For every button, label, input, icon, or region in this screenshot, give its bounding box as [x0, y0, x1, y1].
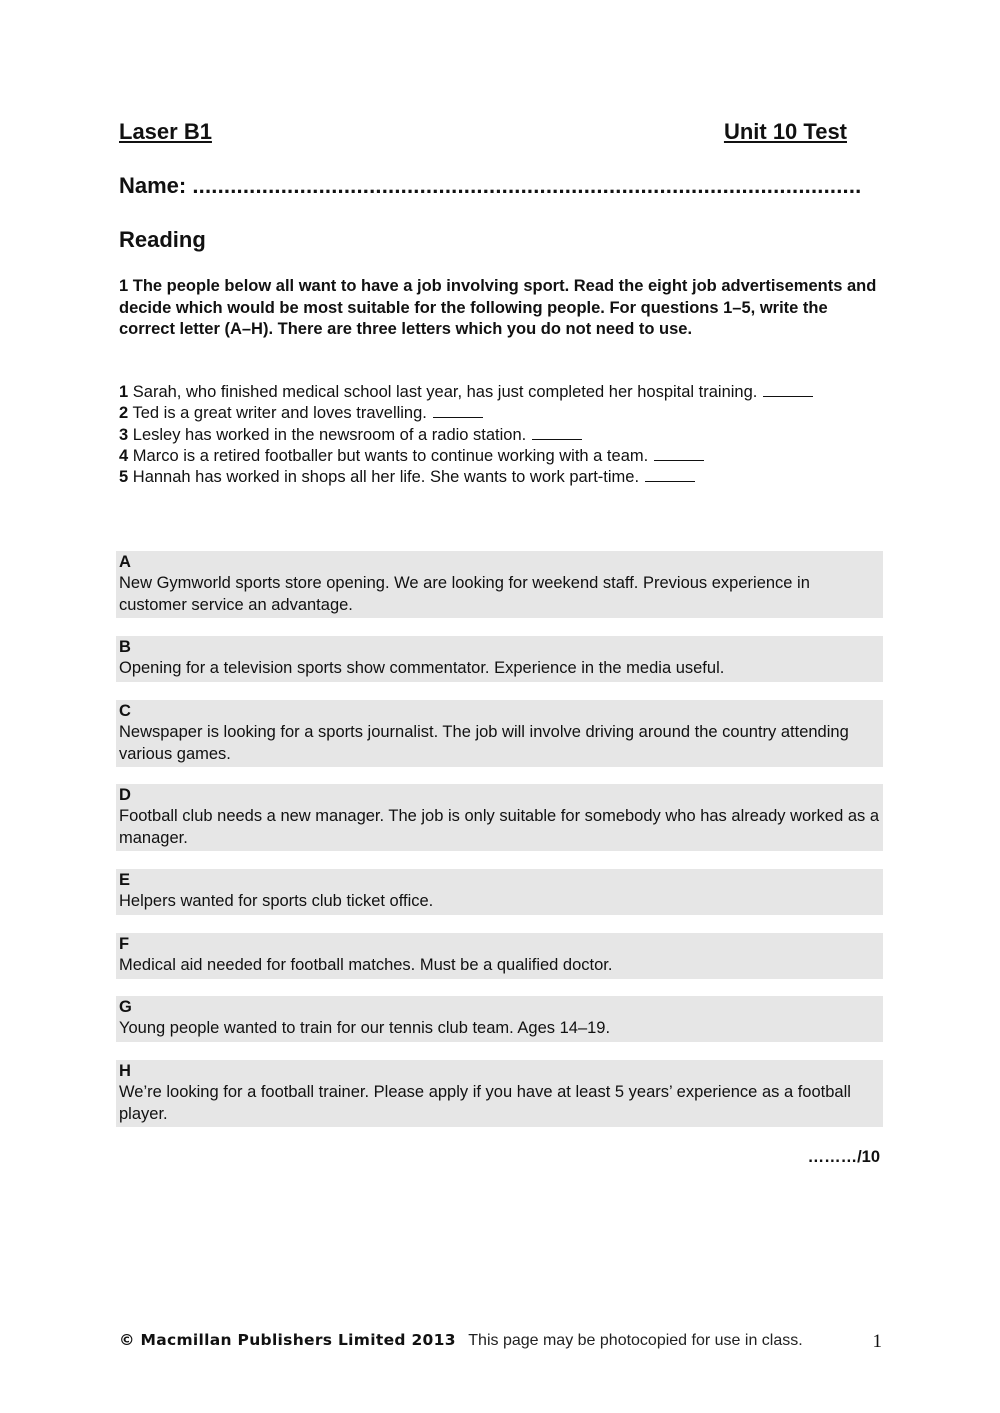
ad-e: [116, 869, 883, 915]
page-number: 1: [872, 1331, 882, 1352]
ad-a: [116, 551, 883, 618]
ad-letter: C: [119, 702, 131, 720]
name-label: Name:: [119, 173, 187, 198]
question-text: Lesley has worked in the newsroom of a radio station.: [132, 425, 527, 444]
ad-letter: B: [119, 638, 131, 656]
ad-letter: A: [119, 553, 131, 571]
answer-blank[interactable]: [645, 467, 695, 482]
answer-blank[interactable]: [433, 403, 483, 418]
question-number: 2: [119, 404, 129, 423]
ad-text: Young people wanted to train for our tennis club team. Ages 14–19.: [119, 1019, 611, 1038]
question-number: 1: [119, 383, 129, 401]
ad-letter: E: [119, 871, 131, 889]
ad-h: [116, 1060, 883, 1127]
footer: [119, 1331, 882, 1355]
question-text: Ted is a great writer and loves travelling.: [132, 404, 427, 423]
question-text: Hannah has worked in shops all her life. She wants to work part-time.: [132, 468, 640, 487]
question-3: [119, 425, 879, 446]
question-5: [119, 467, 879, 488]
course-title: Laser B1: [119, 119, 212, 144]
unit-title: Unit 10 Test: [723, 119, 847, 144]
name-dots: ..........................................................................................................: [192, 173, 862, 198]
photocopy-note: This page may be photocopied for use in class.: [468, 1332, 803, 1349]
ad-f: [116, 933, 883, 979]
ad-text: Opening for a television sports show commentator. Experience in the media useful.: [119, 659, 725, 678]
question-2: [119, 403, 879, 424]
score-field[interactable]: ………/10: [807, 1148, 880, 1166]
ad-text: Newspaper is looking for a sports journalist. The job will involve driving around the country attending various games.: [119, 723, 849, 763]
question-number: 4: [119, 446, 129, 465]
copyright: © Macmillan Publishers Limited 2013: [119, 1331, 456, 1349]
ad-letter: D: [119, 786, 131, 804]
ad-g: [116, 996, 883, 1042]
instructions: 1 The people below all want to have a job involving sport. Read the eight job advertisements and decide which would be most suitable for the following people. For questions 1–5, write the correct letter (A–H). There are three letters which you do not need to use.: [119, 277, 877, 338]
question-4: [119, 446, 879, 467]
ad-text: We’re looking for a football trainer. Please apply if you have at least 5 years’ experience as a football player.: [119, 1083, 851, 1123]
answer-blank[interactable]: [763, 382, 813, 397]
question-text: Sarah, who finished medical school last year, has just completed her hospital training.: [132, 383, 758, 401]
ad-text: New Gymworld sports store opening. We are looking for weekend staff. Previous experience in customer service an advantage.: [119, 574, 810, 614]
answer-blank[interactable]: [654, 446, 704, 461]
ad-c: [116, 700, 883, 767]
question-number: 5: [119, 468, 129, 487]
ad-d: [116, 784, 883, 851]
ad-text: Helpers wanted for sports club ticket office.: [119, 892, 434, 911]
question-text: Marco is a retired footballer but wants to continue working with a team.: [132, 446, 649, 465]
name-field[interactable]: [119, 173, 879, 201]
ad-letter: F: [119, 935, 130, 953]
header: [119, 119, 847, 147]
ad-letter: G: [119, 998, 132, 1016]
ad-b: [116, 636, 883, 682]
section-heading: Reading: [119, 227, 206, 252]
ad-text: Medical aid needed for football matches. Must be a qualified doctor.: [119, 956, 613, 975]
question-list: [119, 382, 879, 488]
question-number: 3: [119, 425, 129, 444]
ad-text: Football club needs a new manager. The job is only suitable for somebody who has already worked as a manager.: [119, 807, 880, 847]
answer-blank[interactable]: [532, 425, 582, 440]
ad-letter: H: [119, 1062, 131, 1080]
question-1: [119, 382, 879, 403]
